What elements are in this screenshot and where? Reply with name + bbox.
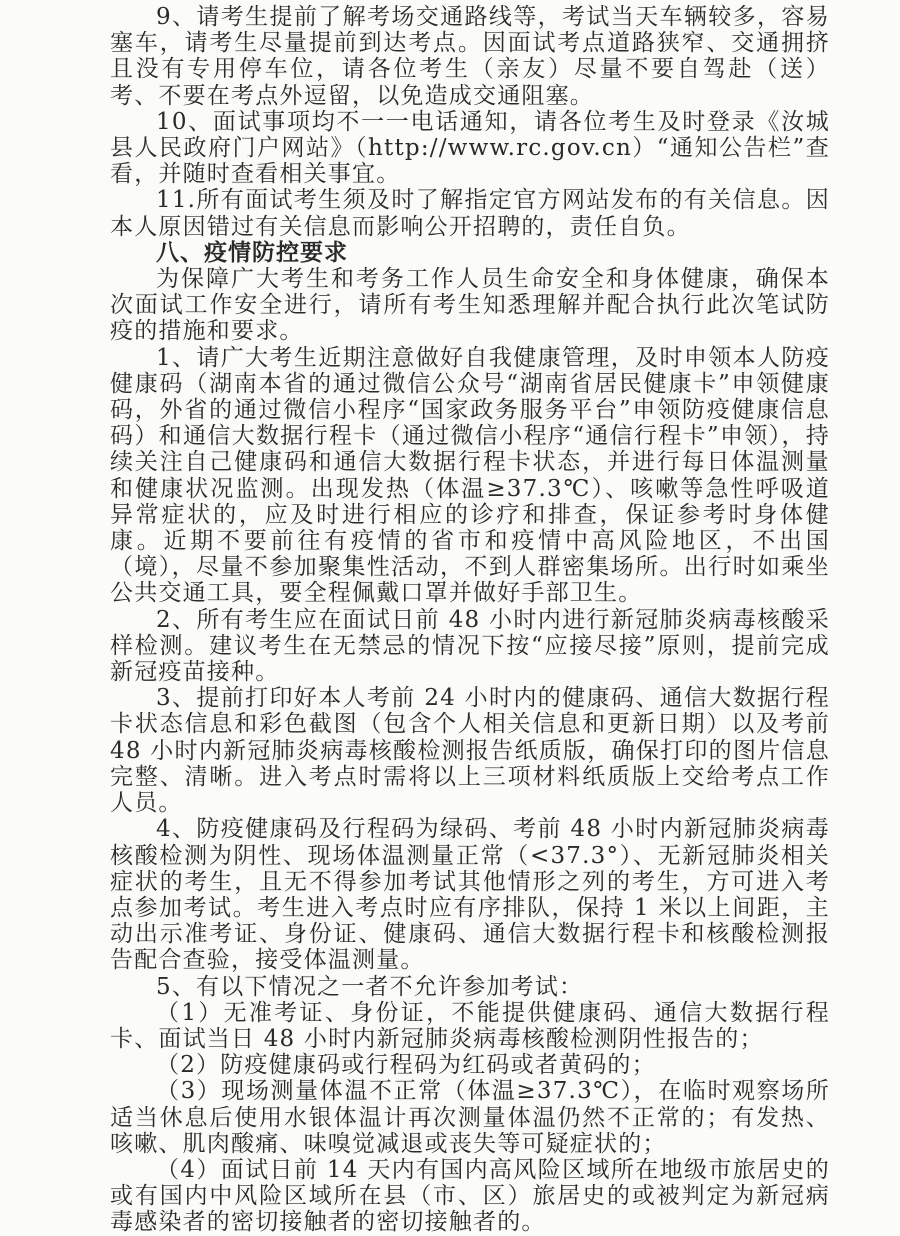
paragraph-requirement-4: 4、防疫健康码及行程码为绿码、考前 48 小时内新冠肺炎病毒核酸检测为阴性、现场体温测量正常（<37.3°）、无新冠肺炎相关症状的考生，且无不得参加考试其他情形之列的考生，方可进入考点参加考试。考生进入考点时应有序排队，保持 1 米以上间距，主动出示准考证、身份证、健康码、通信大数据行程卡和核酸检测报告配合查验，接受体温测量。 [110, 816, 830, 974]
paragraph-item-10: 10、面试事项均不一一电话通知，请各位考生及时登录《汝城县人民政府门户网站》（http://www.rc.gov.cn）“通知公告栏”查看，并随时查看相关事宜。 [110, 108, 830, 188]
list-item-exclusion-2: （2）防疫健康码或行程码为红码或者黄码的； [156, 1052, 656, 1079]
section-heading-epidemic-control: 八、疫情防控要求 [156, 239, 348, 266]
paragraph-requirement-3: 3、提前打印好本人考前 24 小时内的健康码、通信大数据行程卡状态信息和彩色截图（包含个人相关信息和更新日期）以及考前 48 小时内新冠肺炎病毒核酸检测报告纸质版，确保打印的图片信息完整、清晰。进入考点时需将以上三项材料纸质版上交给考点工作人员。 [110, 685, 830, 817]
paragraph-requirement-1: 1、请广大考生近期注意做好自我健康管理，及时申领本人防疫健康码（湖南本省的通过微信公众号“湖南省居民健康卡”申领健康码，外省的通过微信小程序“国家政务服务平台”申领防疫健康信息码）和通信大数据行程卡（通过微信小程序“通信行程卡”申领），持续关注自己健康码和通信大数据行程卡状态，并进行每日体温测量和健康状况监测。出现发热（体温≥37.3℃）、咳嗽等急性呼吸道异常症状的，应及时进行相应的诊疗和排查，保证参考时身体健康。近期不要前往有疫情的省市和疫情中高风险地区，不出国（境），尽量不参加聚集性活动，不到人群密集场所。出行时如乘坐公共交通工具，要全程佩戴口罩并做好手部卫生。 [110, 344, 830, 607]
list-item-exclusion-3: （3）现场测量体温不正常（体温≥37.3℃），在临时观察场所适当休息后使用水银体温计再次测量体温仍然不正常的；有发热、咳嗽、肌肉酸痛、味嗅觉减退或丧失等可疑症状的； [110, 1078, 830, 1157]
paragraph-item-9: 9、请考生提前了解考场交通路线等，考试当天车辆较多，容易塞车，请考生尽量提前到达考点。因面试考点道路狭窄、交通拥挤且没有专用停车位，请各位考生（亲友）尽量不要自驾赴（送）考、不要在考点外逗留，以免造成交通阻塞。 [110, 4, 830, 109]
list-item-exclusion-1: （1）无准考证、身份证，不能提供健康码、通信大数据行程卡、面试当日 48 小时内新冠肺炎病毒核酸检测阴性报告的； [110, 999, 830, 1052]
paragraph-item-11: 11.所有面试考生须及时了解指定官方网站发布的有关信息。因本人原因错过有关信息而影响公开招聘的，责任自负。 [110, 187, 830, 240]
paragraph-intro: 为保障广大考生和考务工作人员生命安全和身体健康，确保本次面试工作安全进行，请所有考生知悉理解并配合执行此次笔试防疫的措施和要求。 [110, 266, 830, 345]
list-item-exclusion-4: （4）面试日前 14 天内有国内高风险区域所在地级市旅居史的或有国内中风险区域所在县（市、区）旅居史的或被判定为新冠病毒感染者的密切接触者的密切接触者的。 [110, 1156, 830, 1236]
paragraph-requirement-2: 2、所有考生应在面试日前 48 小时内进行新冠肺炎病毒核酸采样检测。建议考生在无禁忌的情况下按“应接尽接”原则，提前完成新冠疫苗接种。 [110, 606, 830, 686]
paragraph-requirement-5: 5、有以下情况之一者不允许参加考试： [156, 973, 584, 1000]
